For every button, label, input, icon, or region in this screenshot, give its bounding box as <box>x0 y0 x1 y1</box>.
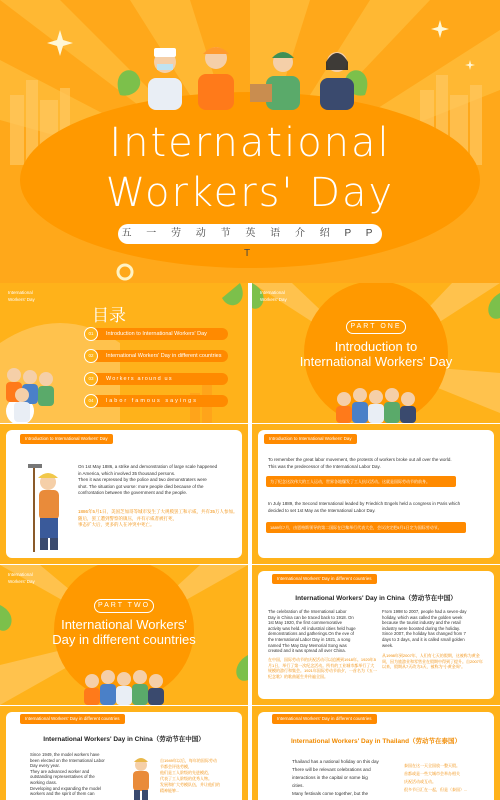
text-line: To remember the great labor movement, the protests of workers broke out all over the world. <box>268 457 452 462</box>
text-line: 1st May 1920, the first commemorative <box>268 620 343 626</box>
toc-item-number: 03 <box>84 372 98 386</box>
intro-b-tag: Introduction to International Workers' Day <box>264 434 357 444</box>
hero-subtitle: 五 一 劳 动 节 英 语 介 绍 P P T <box>118 224 382 244</box>
part-two-title-line1: International Workers' <box>61 617 187 632</box>
text-line: demonstrations and gatherings.On the eve of <box>268 631 354 637</box>
text-line: workers and the spirit of them can <box>30 791 95 797</box>
text-line: Many festivals come together, but the <box>292 791 369 796</box>
part-one-title-line1: Introduction to <box>334 339 418 354</box>
text-line: 发展和扩大劳模队伍，并让他们的 <box>160 782 220 787</box>
toc-slide[interactable] <box>0 283 248 423</box>
text-line: been elected on the International Labor <box>30 757 105 763</box>
china-left-chinese: 在中国，国际劳动节的庆祝活动可以追溯到1918年。1920年5月1日，举行了第一次纪念活动。所有的工业城市都举行了大规模的游行和集会。1921年国际劳动节前夕，一首名为《五一纪念歌》的歌曲诞生并传遍全国。 <box>268 657 377 679</box>
intro-b-chinese-2: 1889年7月，由恩格斯领导的第二国际在巴黎举行代表大会，会议决定把5月1日定为国际劳动节。 <box>266 522 466 533</box>
text-line: On 1st May 1886, a strike and demonstration of large scale happened <box>78 464 218 469</box>
intro-b-english-2 <box>268 501 492 514</box>
text-line: Day every year. <box>30 763 60 769</box>
thailand-slide[interactable] <box>252 706 500 800</box>
china2-chinese <box>160 758 240 794</box>
intro-b-english-1 <box>268 457 488 470</box>
text-line: the International Labor Day in 1921, a song <box>268 636 351 642</box>
worker-illustration <box>128 756 154 800</box>
part-one-pill: PART ONE <box>346 320 406 334</box>
text-line: 很多节日汇在一起，但是（泰国）... <box>404 787 468 792</box>
part-two-pill: PART TWO <box>94 599 154 613</box>
text-line: holiday, which was called the golden week <box>382 614 463 620</box>
text-line: 事态扩大后，更多的人在冲突中死亡。 <box>78 522 155 527</box>
text-line: interactions in the capital or some big <box>292 775 368 780</box>
china-slide[interactable] <box>252 565 500 705</box>
text-line: named The May Day Memorial Song was <box>268 642 347 648</box>
text-line: They are advanced worker and <box>30 768 90 774</box>
text-line: industry were boosted during the holiday. <box>382 625 461 631</box>
part-two-small-header: International Workers' Day <box>8 572 35 584</box>
text-line: 自1949年以后，每年的国际劳动 <box>160 758 217 763</box>
text-line: 首都或是一些大城市会举办相关 <box>404 771 460 776</box>
part-two-slide[interactable] <box>0 565 248 705</box>
text-line: Since 2007, the holiday has changed from 7 <box>382 631 466 637</box>
text-line: 精神能够... <box>160 788 180 793</box>
intro-a-tag: Introduction to International Workers' Day <box>20 434 113 444</box>
china-slide-2[interactable] <box>0 706 248 800</box>
intro-b-chinese-1: 为了纪念这次伟大的工人运动，世界各地爆发了工人抗议活动。这就是国际劳动节的前身。 <box>266 476 456 487</box>
toc-item-number: 04 <box>84 394 98 408</box>
china-left-english <box>268 609 378 654</box>
text-line: 1886年5月1日，美国芝加哥等城市发生了大规模罢工和示威，共有35万人参加。 <box>78 509 238 514</box>
intro-a-chinese <box>78 509 242 529</box>
part-one-title-line2: International Workers' Day <box>299 354 453 369</box>
text-line: outstanding representatives of the <box>30 774 95 780</box>
workers-illustration <box>130 40 370 110</box>
text-line: activity was held. All industrial cities held huge <box>268 625 356 631</box>
text-line: 节都会评选劳模， <box>160 764 192 769</box>
text-line: The celebration of the International Labor <box>268 609 347 614</box>
text-line: confrontation between the government and the people. <box>78 490 188 495</box>
part-one-small-header: International Workers' Day <box>260 290 287 302</box>
text-line: decided to set 1st May as the International Labor Day. <box>268 507 376 513</box>
thailand-title: International Workers' Day in Thailand（劳动节在泰国） <box>290 738 462 745</box>
china-tag: International Workers' Day in different countries <box>272 574 377 584</box>
china2-title: International Workers' Day in China（劳动节在中国） <box>43 736 205 743</box>
text-line: 泰国在这一天全国放一整天假。 <box>404 763 460 768</box>
toc-item-label: labor famous sayings <box>106 398 198 404</box>
text-line: 他们是工人阶级的先进模范， <box>160 770 212 775</box>
text-line: From 1998 to 2007, people had a seven-day <box>382 609 467 614</box>
text-line: week. <box>382 642 394 648</box>
toc-item-1[interactable] <box>88 328 228 340</box>
intro-slide-b[interactable] <box>252 424 500 564</box>
intro-slide-a[interactable] <box>0 424 248 564</box>
text-line: because the tourist industry and the retail <box>382 620 461 626</box>
china2-english <box>30 752 130 797</box>
text-line: cities. <box>292 783 304 788</box>
text-line: This was the predecessor of the International Labor Day. <box>268 463 381 469</box>
toc-item-4[interactable] <box>88 395 228 407</box>
text-line: working class. <box>30 779 57 785</box>
toc-item-number: 02 <box>84 349 98 363</box>
china-title: International Workers' Day in China（劳动节在中国） <box>295 595 457 602</box>
part-two-title-line2: Day in different countries <box>52 632 196 647</box>
worker-with-rake-illustration <box>26 462 68 554</box>
toc-item-label: International Workers' Day in different countries <box>106 353 222 359</box>
intro-b-card <box>258 430 494 558</box>
text-line: Then it was repressed by the police and two demonstraters were <box>78 477 207 482</box>
toc-item-label: Workers around us <box>106 376 173 382</box>
text-line: days to 3 days, and it is called small golden <box>382 636 465 642</box>
text-line: Developing and expanding the model <box>30 785 101 791</box>
toc-item-number: 01 <box>84 327 98 341</box>
text-line: in America, which involved 35 thousand persons. <box>78 470 176 476</box>
intro-a-english <box>78 464 242 497</box>
text-line: Day in China can be traced back to 1918. On <box>268 614 354 620</box>
part-one-slide[interactable] <box>252 283 500 423</box>
hero-slide[interactable] <box>0 0 500 283</box>
thailand-chinese <box>404 762 490 794</box>
text-line: shot. The situation got worse: more people died because of the <box>78 483 204 489</box>
toc-item-2[interactable] <box>88 350 228 362</box>
text-line: 代表了工人阶级的优秀人物。 <box>160 776 212 781</box>
text-line: Thailand has a national holiday on this day <box>292 759 379 764</box>
china2-tag: International Workers' Day in different countries <box>20 714 125 724</box>
text-line: 庆祝活动或互动。 <box>404 779 436 784</box>
thailand-tag: International Workers' Day in different countries <box>272 714 377 724</box>
china-right-english <box>382 609 486 648</box>
toc-item-3[interactable] <box>88 373 228 385</box>
thailand-english <box>292 758 402 798</box>
text-line: Since 1949, the model workers have <box>30 752 100 757</box>
text-line: created and it was spread all over China. <box>268 648 346 654</box>
text-line: There will be relevant celebrations and <box>292 767 371 772</box>
china-right-chinese: 从1998年到2007年，人们有七天的假期，这被称为黄金周，因为旅游业和零售业在假期中得到了提升。自2007年以来，假期从7天改为3天，被称为“小黄金周”。 <box>382 653 483 669</box>
text-line: 随后，罢工遭到警察的镇压，并有示威者被打死， <box>78 515 177 521</box>
text-line: In July 1889, the Second International leaded by Friedrich Engels held a congress in Paris which <box>268 501 461 506</box>
toc-small-header: International Workers' Day <box>8 290 35 302</box>
hero-title-line1: International <box>109 120 391 166</box>
toc-title: 目录 <box>92 306 126 325</box>
hero-title-line2: Workers' Day <box>105 170 395 216</box>
toc-item-label: Introduction to International Workers' Day <box>106 331 207 337</box>
